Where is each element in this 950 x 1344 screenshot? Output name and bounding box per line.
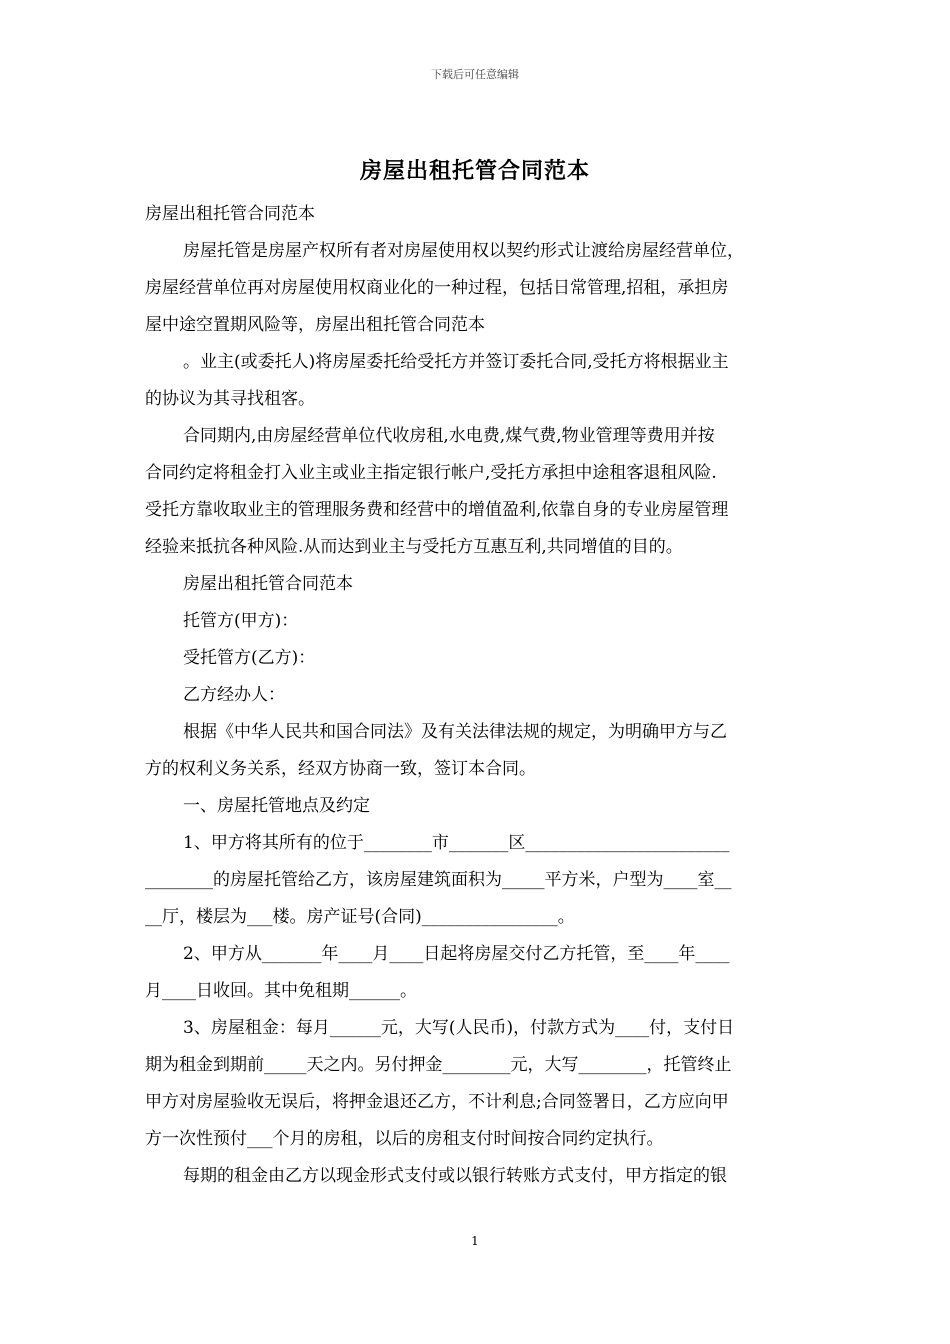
section-heading: 一、房屋托管地点及约定: [183, 796, 370, 816]
paragraph-line: 。业主(或委托人)将房屋委托给受托方并签订委托合同,受托方将根据业主: [183, 352, 729, 372]
paragraph-line: __厅，楼层为___楼。房产证号(合同)________________。: [145, 907, 575, 927]
document-body: [145, 196, 807, 1195]
paragraph-line: 根据《中华人民共和国合同法》及有关法律法规的规定，为明确甲方与乙: [183, 722, 727, 742]
document-title: 房屋出租托管合同范本: [359, 158, 590, 184]
paragraph-line: 房屋托管是房屋产权所有者对房屋使用权以契约形式让渡给房屋经营单位，: [183, 241, 744, 261]
paragraph-line: 合同期内,由房屋经营单位代收房租,水电费,煤气费,物业管理等费用并按: [183, 426, 715, 446]
paragraph-line: 每期的租金由乙方以现金形式支付或以银行转账方式支付，甲方指定的银: [183, 1166, 727, 1186]
paragraph-line: 月____日收回。其中免租期______。: [145, 981, 417, 1001]
paragraph-line: 期为租金到期前_____天之内。另付押金________元，大写________，托管终止: [145, 1055, 732, 1075]
paragraph-line: 房屋出租托管合同范本: [145, 204, 315, 224]
paragraph-line: 乙方经办人：: [183, 685, 285, 705]
paragraph-line: 方的权利义务关系，经双方协商一致，签订本合同。: [145, 759, 536, 779]
paragraph-line: 经验来抵抗各种风险.从而达到业主与受托方互惠互利,共同增值的目的。: [145, 537, 683, 557]
paragraph-line: 托管方(甲方)：: [183, 611, 299, 631]
paragraph-line: 方一次性预付___个月的房租，以后的房租支付时间按合同约定执行。: [145, 1129, 664, 1149]
paragraph-line: 2、甲方从_______年____月____日起将房屋交付乙方托管，至____年____: [183, 944, 730, 964]
paragraph-line: 屋中途空置期风险等，房屋出租托管合同范本: [145, 315, 485, 335]
paragraph-line: 合同约定将租金打入业主或业主指定银行帐户,受托方承担中途租客退租风险.: [145, 463, 717, 483]
paragraph-line: 房屋出租托管合同范本: [183, 574, 353, 594]
page-number: 1: [471, 1234, 479, 1248]
paragraph-line: 1、甲方将其所有的位于________市_______区________________________: [183, 833, 730, 853]
paragraph-line: 房屋经营单位再对房屋使用权商业化的一种过程，包括日常管理,招租，承担房: [145, 278, 729, 298]
paragraph-line: ________的房屋托管给乙方，该房屋建筑面积为_____平方米，户型为____室__: [145, 870, 732, 890]
header-note: 下载后可任意编辑: [431, 68, 519, 81]
paragraph-line: 的协议为其寻找租客。: [145, 389, 315, 409]
paragraph-line: 甲方对房屋验收无误后，将押金退还乙方，不计利息;合同签署日，乙方应向甲: [145, 1092, 729, 1112]
paragraph-line: 3、房屋租金：每月______元，大写(人民币)，付款方式为____付，支付日: [183, 1018, 735, 1038]
paragraph-line: 受托方靠收取业主的管理服务费和经营中的增值盈利,依靠自身的专业房屋管理: [145, 500, 729, 520]
paragraph-line: 受托管方(乙方)：: [183, 648, 316, 668]
